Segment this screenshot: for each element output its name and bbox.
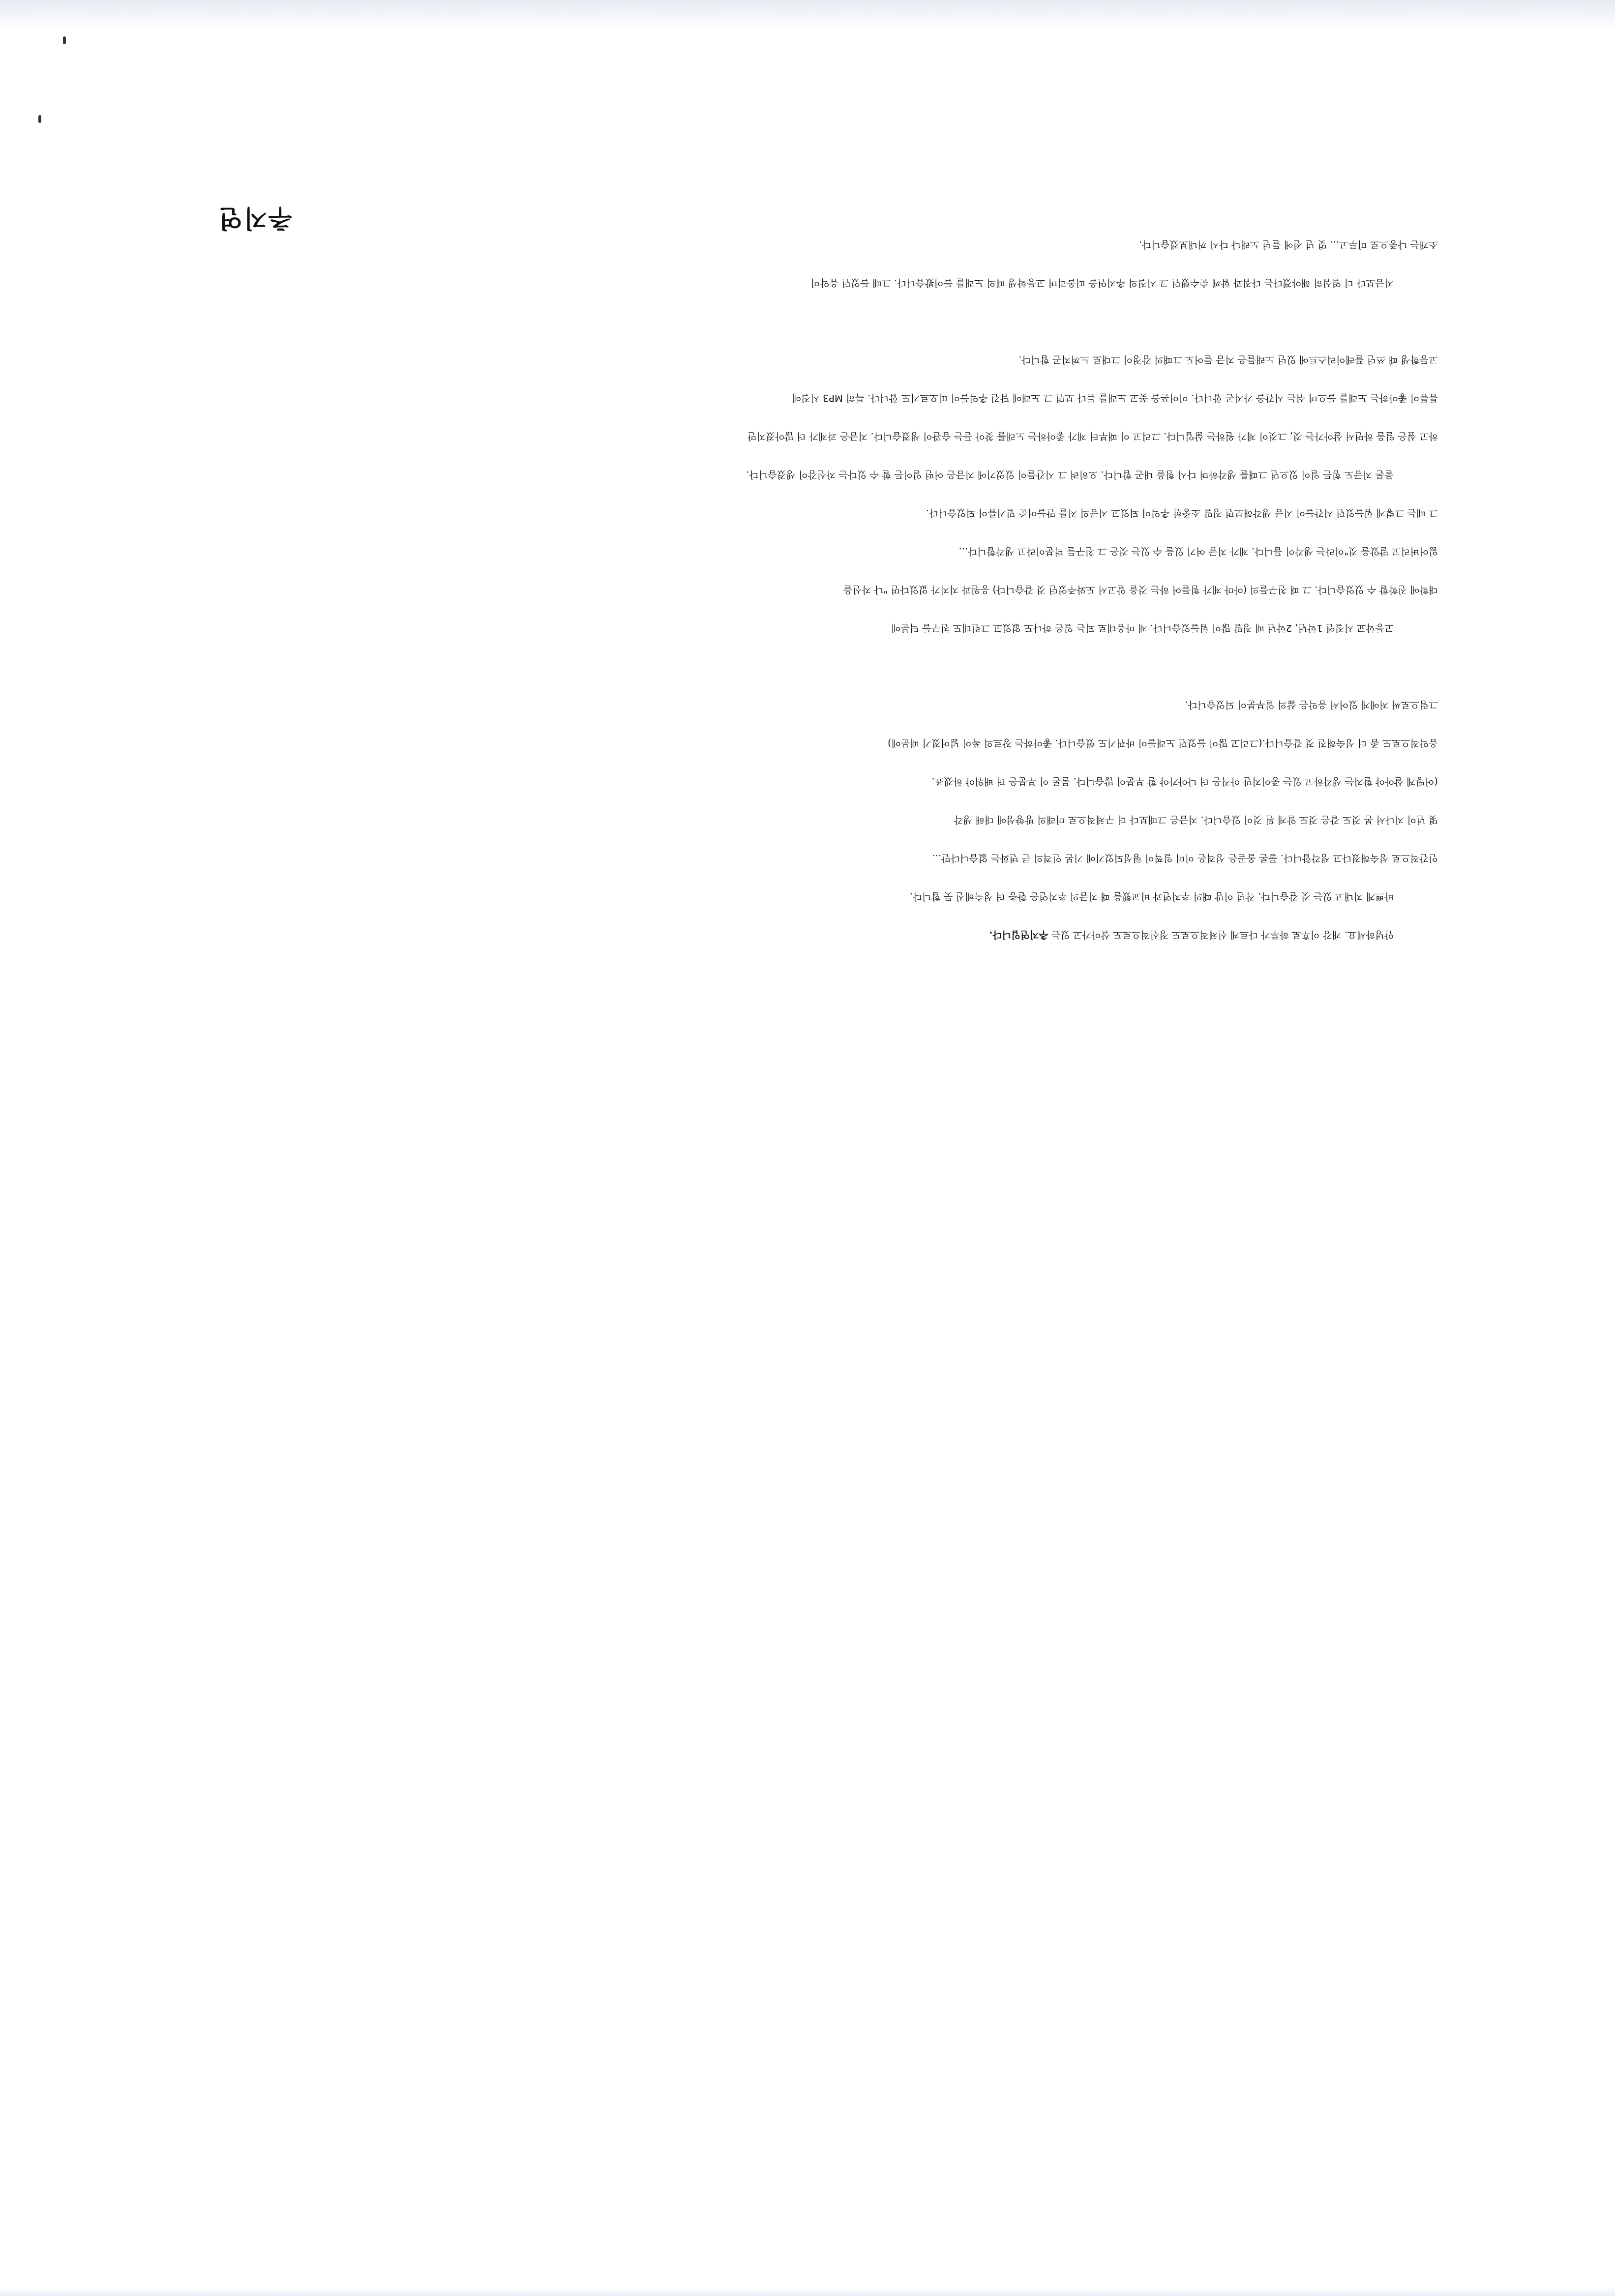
text-line: 바쁘게 지내고 있는 것 같습니다. 작년 이맘 때의 추지연과 비교했을 때 지금의 추지연은 한층 더 성숙해진 듯 합니다. — [909, 891, 1394, 902]
text-line: 틈틈이 좋아하는 노래를 들으며 쉬는 시간을 가지곤 합니다. 이어폰을 꽂고 노래를 듣다 보면 그 노래에 담긴 추억들이 떠오르기도 합니다. 특히 MP3 시절에 — [792, 392, 1438, 404]
text-line: 잃어버리고 말았을 것"이라는 생각이 듭니다. 제가 지금 여기 있을 수 있는 것은 그 친구들 덕분이라고 생각합니다... — [958, 546, 1438, 557]
text-line: 대학에 진학할 수 있었습니다. 그 때 친구들의 (아마 제가 힘들어 하는 것을 알고서 도와주었던 것 같습니다) 응원과 지지가 없었다면 "나 자신을 — [843, 584, 1438, 595]
text-line: 지금보다 더 열심히 해야겠다는 다짐과 함께 순수했던 그 시절의 추지연을 떠올리며 고등학생 때의 노래를 들어봤습니다. 그때 들었던 음악이 — [810, 277, 1394, 289]
text-line: 음악적으로도 좀 더 성숙해진 것 같습니다.(그리고 많이 들었던 노래들이 바뀌기도 했습니다. 좋아하는 장르의 폭이 넓어졌기 때문에) — [888, 737, 1438, 749]
text-line: 안녕하세요. 개강 이후로 하루가 다르게 신체적으로도 정신적으로도 살아가고 있는 추지연입니다. — [989, 929, 1394, 941]
paragraph — [179, 225, 1438, 302]
emphasized-name: 추지연입니다. — [989, 929, 1048, 941]
scan-edge-top — [0, 2287, 1615, 2296]
paragraph — [179, 340, 1438, 647]
author-name: 추지연 — [218, 204, 292, 233]
paragraph — [179, 685, 1438, 954]
text-line: 물론 지금도 힘든 일이 있으면 그때를 생각하며 다시 힘을 내곤 합니다. 오히려 그 시간들이 있었기에 지금은 어떤 일이든 할 수 있다는 자신감이 생겼습니다. — [746, 469, 1394, 480]
text-line: 고등학교 시절엔 1학년, 2학년 때 정말 많이 힘들었습니다. 제 마음대로 되는 일은 하나도 없었고 그런데도 친구들 덕분에 — [891, 622, 1394, 634]
essay-body — [179, 225, 1438, 954]
text-line: 하고 싶은 일을 하면서 살아가는 것, 그것이 제가 원하는 삶입니다. 그리고 이 때부터 제가 좋아하는 노래를 찾아 듣는 습관이 생겼습니다. 지금은 과제가 더 많아졌지만 — [747, 431, 1438, 442]
text-line: 몇 년이 지나서 본 것도 같은 것도 알게 된 것이 있습니다. 지금은 그때보다 더 구체적으로 미래의 방향성에 대해 생각 — [954, 814, 1438, 825]
text-line: 소개는 나중으로 미루고... 몇 년 전에 들던 노래나 다시 꺼내보겠습니다. — [1138, 239, 1438, 250]
text-line: 인간적으로 성숙해졌다고 생각합니다. 물론 올곧은 성격은 이미 일찍이 형성되었기에 기본 인격의 큰 변화는 없습니다만... — [932, 853, 1438, 864]
text-line: 그 때는 그렇게 힘들었던 시간들이 지금 생각해보면 정말 소중한 추억이 되었고 지금의 저를 만들어준 밑거름이 되었습니다. — [926, 507, 1438, 519]
text-line: (어떻게 살아야 할지는 생각하고 있는 중이지만 아직은 더 나아가야 할 부분이 많습니다. 물론 이 부분은 더 배워야 하겠죠. — [931, 776, 1438, 787]
scan-edge-bottom — [0, 0, 1615, 29]
text-line: 그럼으로써 저에게 있어서 음악은 삶의 일부분이 되었습니다. — [1185, 699, 1438, 710]
scan-speck — [38, 115, 41, 123]
text-line: 고등학생 때 쓰던 플레이리스트에 있던 노래들은 지금 들어도 그때의 감정이 그대로 느껴지곤 합니다. — [1018, 354, 1438, 365]
scan-speck — [63, 36, 66, 44]
